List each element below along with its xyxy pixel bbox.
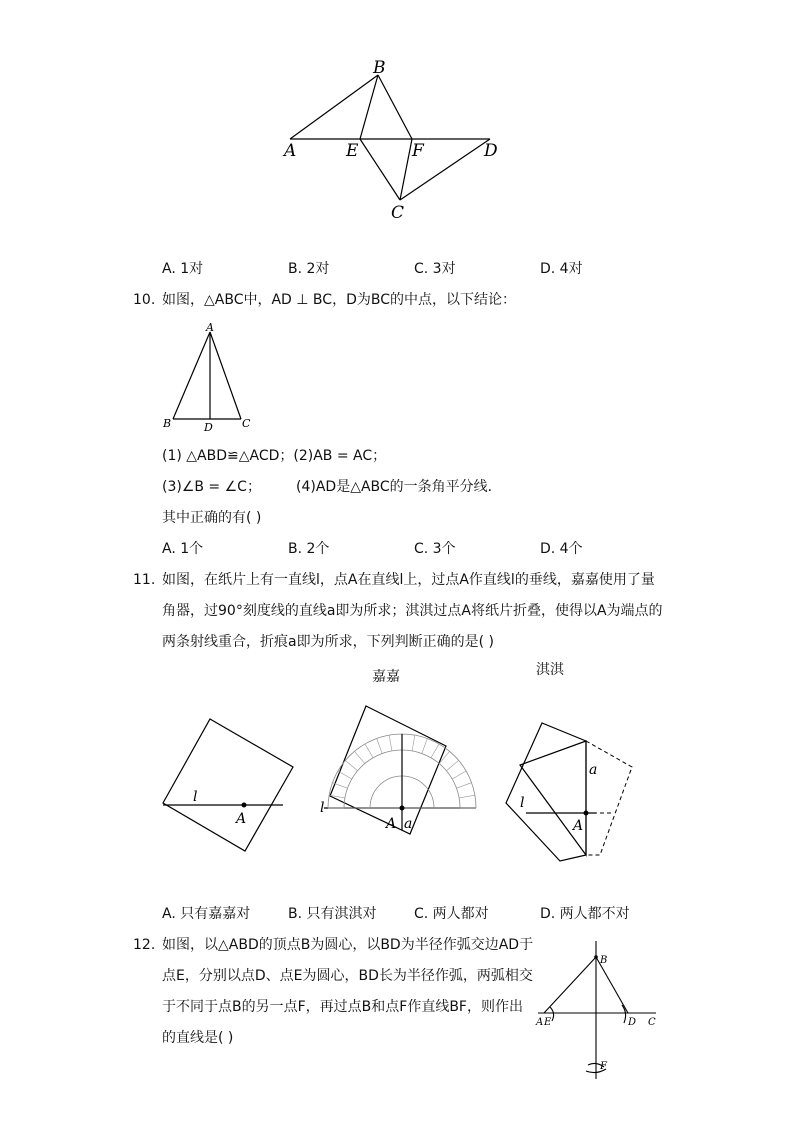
q9-option-b[interactable]: B. 2对 xyxy=(288,261,330,277)
q9-label-C: C xyxy=(391,203,405,223)
q11-option-a[interactable]: A. 只有嘉嘉对 xyxy=(162,906,251,922)
q12-stem-line2: 点E，分别以点D、点E为圆心，BD长为半径作弧，两弧相交 xyxy=(162,968,533,984)
q12-figure xyxy=(530,935,665,1085)
q11-name-qiqi: 淇淇 xyxy=(536,662,564,678)
q10-label-A: A xyxy=(206,321,214,334)
q11-stem-line3: 两条射线重合，折痕a即为所求，下列判断正确的是( ) xyxy=(162,634,494,650)
q10-number: 10. xyxy=(133,292,156,308)
q10-option-d[interactable]: D. 4个 xyxy=(540,541,583,557)
q10-conclusion-4: (4)AD是△ABC的一条角平分线． xyxy=(296,479,502,495)
q10-label-C: C xyxy=(242,417,251,430)
q11-stem-line2: 角器，过90°刻度线的直线a即为所求；淇淇过点A将纸片折叠，使得以A为端点的 xyxy=(162,603,663,619)
protractor-tick xyxy=(338,771,352,779)
protractor-tick xyxy=(422,738,427,753)
q9-figure xyxy=(270,55,520,225)
q12-stem-line1: 如图，以△ABD的顶点B为圆心，以BD为半径作弧交边AD于 xyxy=(162,937,534,953)
q11-option-b[interactable]: B. 只有淇淇对 xyxy=(288,906,377,922)
q9-option-d[interactable]: D. 4对 xyxy=(540,261,583,277)
q11-number: 11. xyxy=(133,572,156,588)
protractor-tick xyxy=(446,760,458,770)
q11-option-d[interactable]: D. 两人都不对 xyxy=(540,906,630,922)
q11-figure-paper xyxy=(155,705,305,865)
q11-fig1-label-l: l xyxy=(193,789,198,805)
q11-figure-folded xyxy=(500,715,650,870)
q10-option-c[interactable]: C. 3个 xyxy=(414,541,456,557)
protractor-tick xyxy=(452,771,466,779)
q9-label-B: B xyxy=(373,58,386,78)
q11-fig2-label-A: A xyxy=(386,816,397,832)
q12-label-A: A xyxy=(536,1017,544,1028)
q12-number: 12. xyxy=(133,937,156,953)
q10-option-b[interactable]: B. 2个 xyxy=(288,541,330,557)
q9-label-F: F xyxy=(412,141,424,161)
q12-label-E: E xyxy=(544,1017,552,1028)
q10-option-a[interactable]: A. 1个 xyxy=(162,541,204,557)
q9-label-D: D xyxy=(484,141,498,161)
q11-option-c[interactable]: C. 两人都对 xyxy=(414,906,489,922)
q12-label-C: C xyxy=(648,1017,656,1028)
protractor-tick xyxy=(389,735,392,751)
protractor-tick xyxy=(345,760,357,770)
q11-fig3-label-l: l xyxy=(520,795,525,811)
q11-fig3-label-A: A xyxy=(573,818,584,834)
q9-label-A: A xyxy=(284,141,297,161)
q12-label-D: D xyxy=(628,1017,637,1028)
q10-conclusion-1-2: (1) △ABD≌△ACD；(2)AB = AC； xyxy=(162,448,387,464)
protractor-tick xyxy=(377,738,382,753)
q10-conclusion-3: (3)∠B = ∠C； xyxy=(162,479,261,495)
protractor-tick xyxy=(365,744,373,758)
q12-label-F: F xyxy=(600,1061,607,1072)
q12-stem-line3: 于不同于点B的另一点F，再过点B和点F作直线BF，则作出 xyxy=(162,999,523,1015)
q11-figure-protractor xyxy=(316,700,486,845)
q11-stem-line1: 如图，在纸片上有一直线l，点A在直线l上，过点A作直线l的垂线，嘉嘉使用了量 xyxy=(162,572,655,588)
q10-ask: 其中正确的有( ) xyxy=(162,510,262,526)
q12-label-B: B xyxy=(600,955,608,966)
q9-label-E: E xyxy=(346,141,359,161)
q10-label-B: B xyxy=(163,417,172,430)
protractor-tick xyxy=(459,795,475,798)
q10-stem: 如图，△ABC中，AD ⊥ BC，D为BC的中点，以下结论： xyxy=(162,292,516,308)
q9-option-c[interactable]: C. 3对 xyxy=(414,261,456,277)
protractor-tick xyxy=(431,744,439,758)
q10-label-D: D xyxy=(204,421,213,434)
protractor-tick xyxy=(412,735,415,751)
protractor-tick xyxy=(354,751,364,763)
q11-fig1-label-A: A xyxy=(236,811,247,827)
q11-fig2-label-a: a xyxy=(404,816,413,832)
q12-stem-line4: 的直线是( ) xyxy=(162,1030,234,1046)
q10-figure xyxy=(155,318,265,438)
q9-option-a[interactable]: A. 1对 xyxy=(162,261,204,277)
q11-fig2-label-l: l xyxy=(320,800,325,816)
q11-name-jiajia: 嘉嘉 xyxy=(372,669,400,685)
protractor-tick xyxy=(457,783,472,788)
q11-fig3-label-a: a xyxy=(589,762,598,778)
